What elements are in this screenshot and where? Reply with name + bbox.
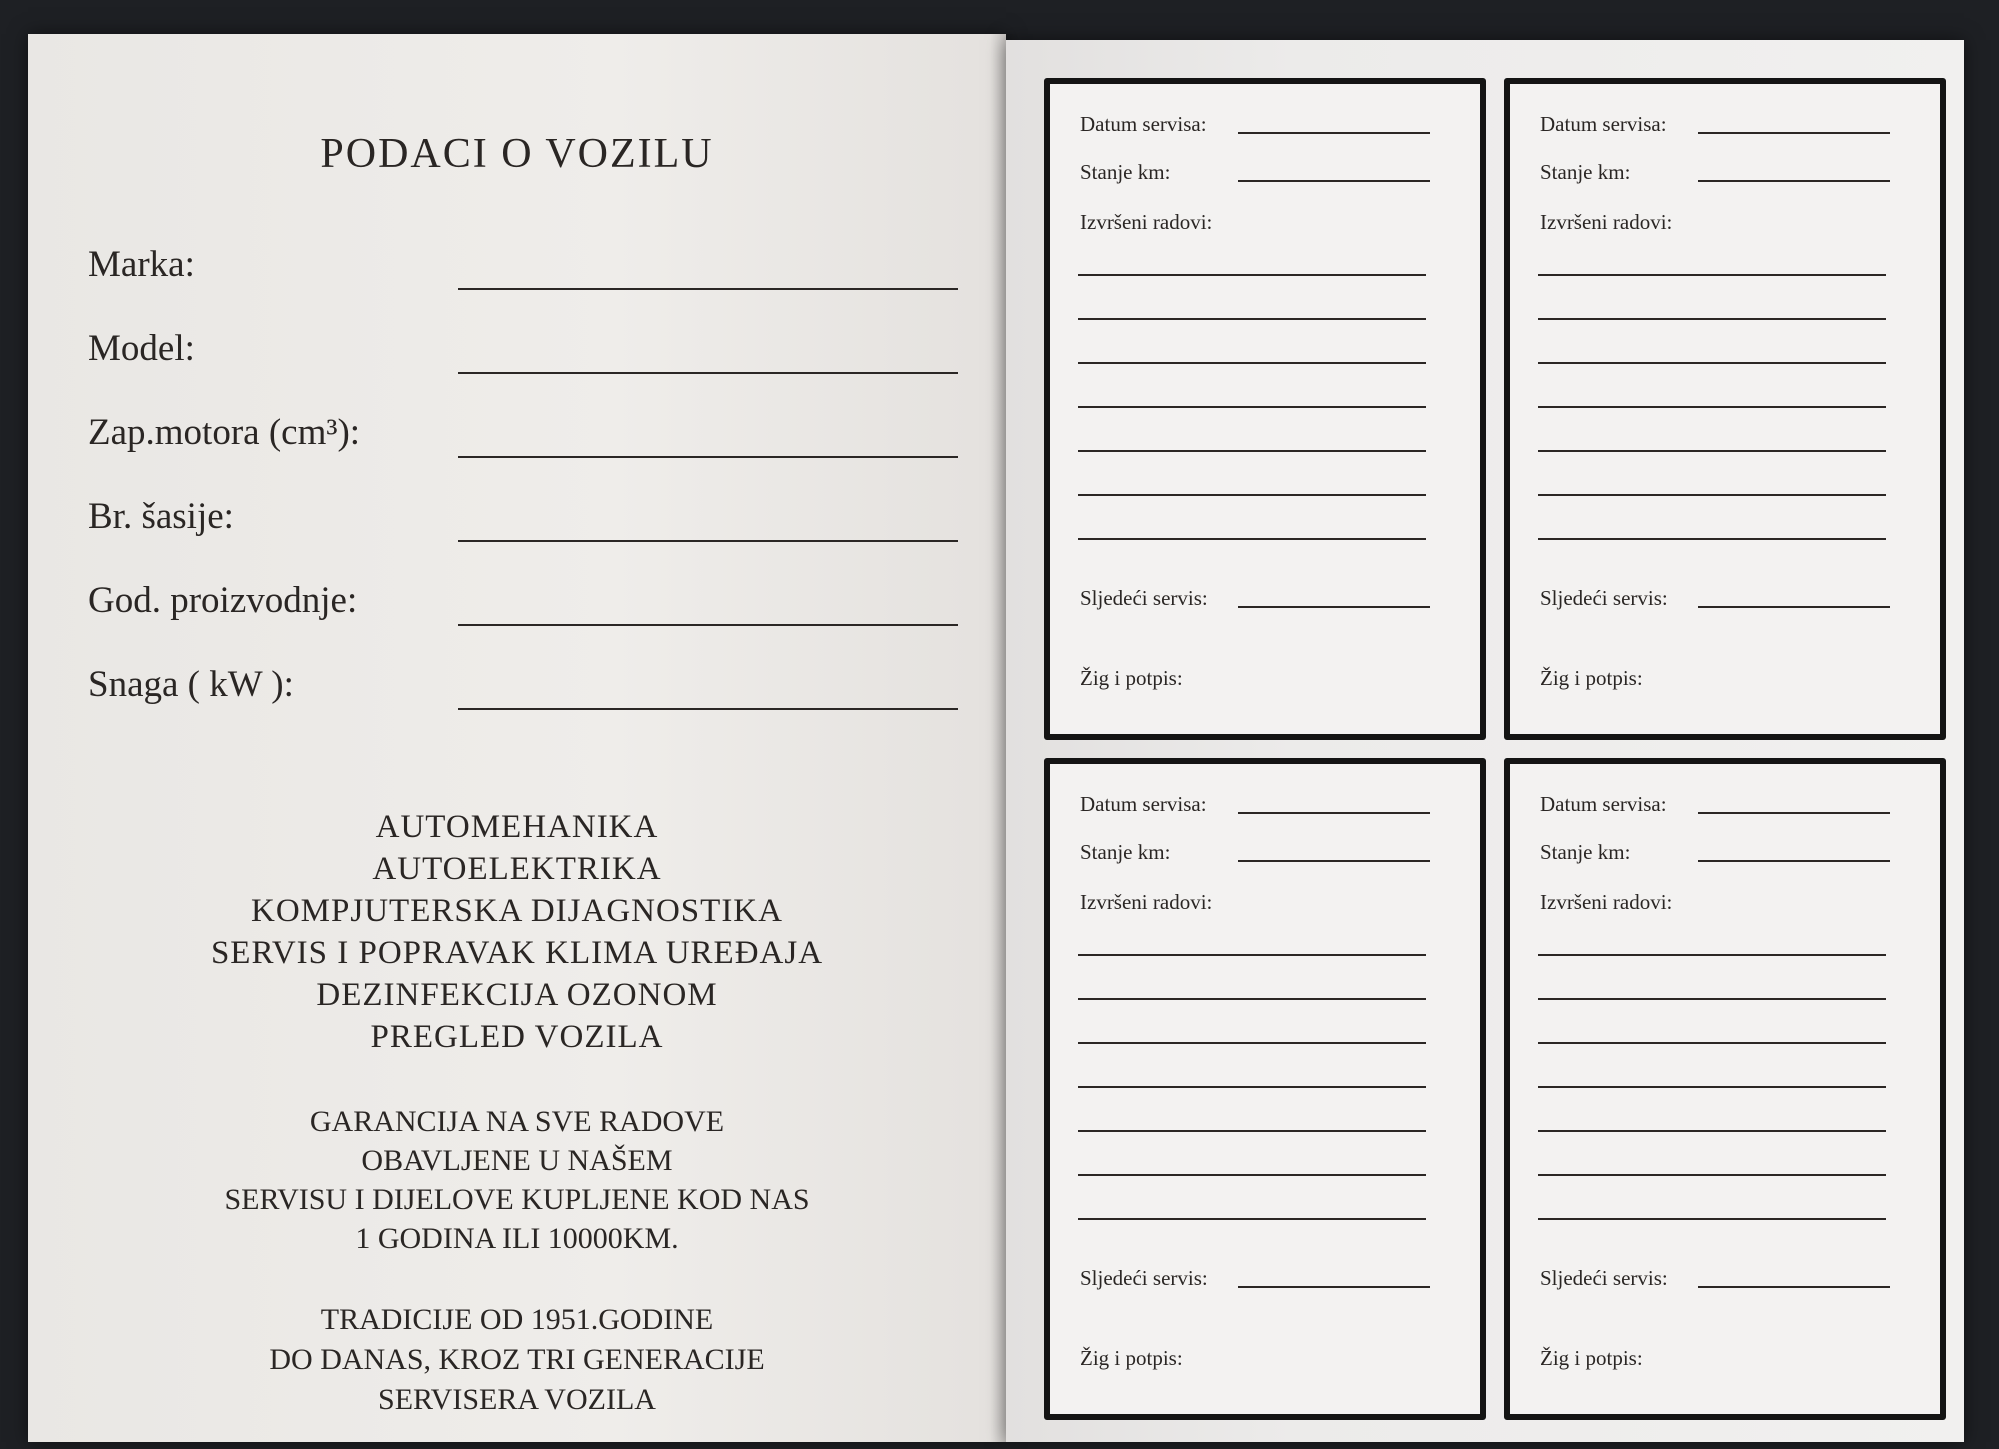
work-done-line[interactable] [1538,954,1886,956]
service-date-line[interactable] [1698,132,1890,134]
mileage-label: Stanje km: [1540,160,1631,184]
mileage-label: Stanje km: [1080,160,1171,184]
service-date-line[interactable] [1698,812,1890,814]
work-done-label: Izvršeni radovi: [1080,210,1213,234]
work-done-line[interactable] [1078,538,1426,540]
service-card-bottom-left [1044,758,1486,1420]
field-label: Snaga ( kW ): [88,664,294,705]
work-done-line[interactable] [1538,494,1886,496]
fill-line[interactable] [458,456,958,458]
work-done-label: Izvršeni radovi: [1540,210,1673,234]
fill-line[interactable] [458,708,958,710]
guarantee-text [28,1102,1006,1258]
right-page [1006,40,1964,1442]
work-done-line[interactable] [1538,538,1886,540]
tradition-line: SERVISERA VOZILA [378,1383,656,1416]
service-card-top-left [1044,78,1486,740]
field-label: Marka: [88,244,195,285]
work-done-line[interactable] [1538,1042,1886,1044]
work-done-line[interactable] [1078,1130,1426,1132]
work-done-line[interactable] [1078,998,1426,1000]
work-done-line[interactable] [1078,318,1426,320]
service-date-label: Datum servisa: [1540,112,1667,136]
work-done-label: Izvršeni radovi: [1080,890,1213,914]
work-done-line[interactable] [1078,954,1426,956]
service-date-label: Datum servisa: [1540,792,1667,816]
work-done-line[interactable] [1078,1086,1426,1088]
work-done-line[interactable] [1078,494,1426,496]
service-date-line[interactable] [1238,812,1430,814]
tradition-line: DO DANAS, KROZ TRI GENERACIJE [269,1343,765,1376]
mileage-line[interactable] [1698,860,1890,862]
left-page [28,34,1006,1442]
service-card-bottom-right [1504,758,1946,1420]
work-done-line[interactable] [1078,362,1426,364]
field-label: Model: [88,328,195,369]
guarantee-line: SERVISU I DIJELOVE KUPLJENE KOD NAS [224,1183,810,1216]
guarantee-line: GARANCIJA NA SVE RADOVE [309,1105,725,1138]
stamp-signature-label: Žig i potpis: [1540,666,1643,690]
mileage-line[interactable] [1698,180,1890,182]
service-item: AUTOMEHANIKA [375,809,659,845]
work-done-line[interactable] [1538,318,1886,320]
vehicle-data-title: PODACI O VOZILU [320,131,714,177]
field-label: God. proizvodnje: [88,580,358,621]
stamp-signature-label: Žig i potpis: [1080,666,1183,690]
stamp-signature-label: Žig i potpis: [1080,1346,1183,1370]
next-service-line[interactable] [1238,1286,1430,1288]
next-service-line[interactable] [1238,606,1430,608]
work-done-line[interactable] [1078,450,1426,452]
service-item: SERVIS I POPRAVAK KLIMA UREĐAJA [210,935,824,971]
next-service-label: Sljedeći servis: [1540,1266,1668,1290]
service-item: AUTOELEKTRIKA [372,851,662,887]
next-service-line[interactable] [1698,1286,1890,1288]
tradition-text [28,1300,1006,1420]
work-done-line[interactable] [1078,1174,1426,1176]
mileage-label: Stanje km: [1080,840,1171,864]
field-label: Br. šasije: [88,496,234,537]
service-item: DEZINFEKCIJA OZONOM [316,977,718,1013]
service-item: PREGLED VOZILA [370,1019,664,1055]
field-marka [88,234,958,294]
work-done-line[interactable] [1078,1218,1426,1220]
tradition-line: TRADICIJE OD 1951.GODINE [320,1303,714,1336]
guarantee-line: OBAVLJENE U NAŠEM [361,1144,673,1177]
work-done-line[interactable] [1078,274,1426,276]
work-done-line[interactable] [1538,450,1886,452]
work-done-line[interactable] [1078,1042,1426,1044]
work-done-line[interactable] [1538,1174,1886,1176]
field-chassis-number [88,486,958,546]
fill-line[interactable] [458,540,958,542]
work-done-line[interactable] [1538,362,1886,364]
work-done-line[interactable] [1538,1218,1886,1220]
work-done-line[interactable] [1538,1086,1886,1088]
work-done-line[interactable] [1078,406,1426,408]
fill-line[interactable] [458,372,958,374]
fill-line[interactable] [458,624,958,626]
field-model [88,318,958,378]
work-done-line[interactable] [1538,1130,1886,1132]
stamp-signature-label: Žig i potpis: [1540,1346,1643,1370]
fill-line[interactable] [458,288,958,290]
services-list [28,806,1006,1058]
field-engine-volume [88,402,958,462]
guarantee-line: 1 GODINA ILI 10000KM. [355,1222,679,1255]
service-date-label: Datum servisa: [1080,112,1207,136]
field-label: Zap.motora (cm³): [88,412,361,453]
service-item: KOMPJUTERSKA DIJAGNOSTIKA [251,893,783,929]
work-done-line[interactable] [1538,406,1886,408]
service-date-line[interactable] [1238,132,1430,134]
work-done-line[interactable] [1538,274,1886,276]
mileage-label: Stanje km: [1540,840,1631,864]
field-production-year [88,570,958,630]
service-date-label: Datum servisa: [1080,792,1207,816]
service-card-top-right [1504,78,1946,740]
mileage-line[interactable] [1238,860,1430,862]
work-done-line[interactable] [1538,998,1886,1000]
next-service-label: Sljedeći servis: [1080,1266,1208,1290]
next-service-line[interactable] [1698,606,1890,608]
mileage-line[interactable] [1238,180,1430,182]
work-done-label: Izvršeni radovi: [1540,890,1673,914]
field-power [88,654,958,714]
next-service-label: Sljedeći servis: [1540,586,1668,610]
next-service-label: Sljedeći servis: [1080,586,1208,610]
